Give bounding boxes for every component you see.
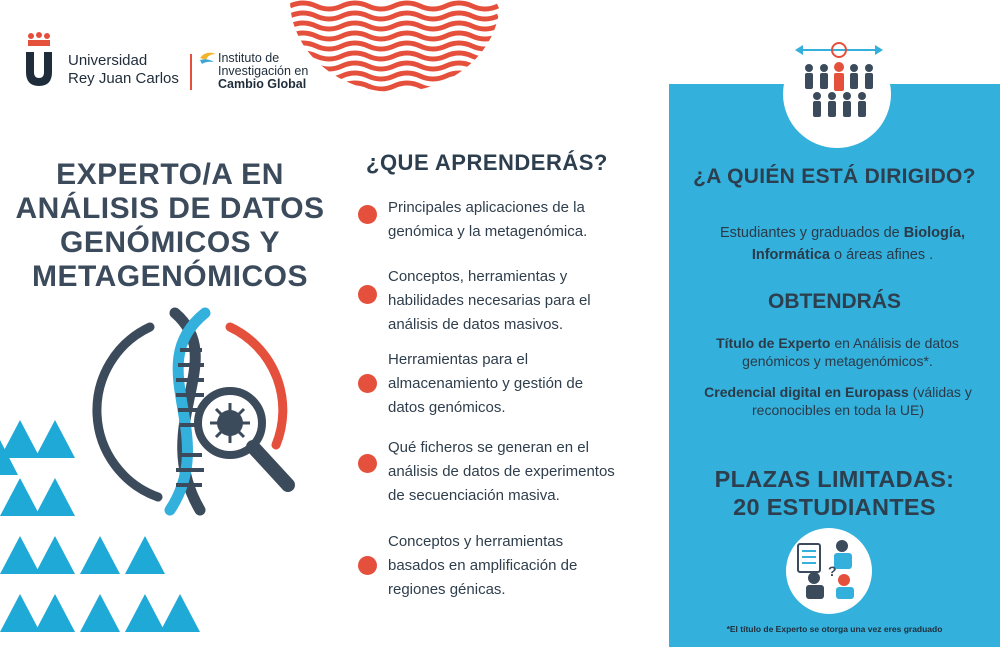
- learn-item-text: [388, 265, 658, 337]
- learn-item-line: basados en amplificación de: [388, 557, 578, 574]
- learn-item-text: [388, 436, 658, 508]
- learn-item-line: Conceptos, herramientas y: [388, 268, 568, 285]
- learn-item-line: regiones génicas.: [388, 581, 506, 598]
- bullet-dot: [358, 454, 377, 473]
- audience-bold-a: Biología,: [903, 225, 966, 241]
- learn-item-line: Conceptos y herramientas: [388, 533, 564, 550]
- audience-text-b: o áreas afines .: [830, 247, 934, 263]
- wave-pattern-icon: [290, 0, 500, 92]
- obtain-item1-text: en Análisis de datos genómicos y metagenómicos*.: [742, 335, 959, 369]
- learn-item-line: análisis de datos masivos.: [388, 316, 564, 333]
- learn-item-line: Herramientas para el: [388, 351, 529, 368]
- institute-line3: Cambio Global: [218, 77, 307, 91]
- institute-name: [218, 52, 308, 91]
- plazas-line2: 20 ESTUDIANTES: [733, 494, 936, 520]
- learn-item-text: [388, 196, 658, 244]
- page-title: [0, 158, 340, 294]
- audience-bold-b: Informática: [751, 247, 830, 263]
- urjc-logo-icon: [22, 32, 56, 88]
- learn-item-line: habilidades necesarias para el: [388, 292, 591, 309]
- plazas-heading: [669, 465, 1000, 521]
- triangle-pattern-icon: [0, 420, 200, 647]
- learn-item-line: de secuenciación masiva.: [388, 487, 560, 504]
- bullet-dot: [358, 556, 377, 575]
- plazas-line1: PLAZAS LIMITADAS:: [714, 466, 955, 492]
- title-line1: EXPERTO/A EN: [56, 158, 284, 191]
- learn-item-text: [388, 530, 658, 602]
- learn-item-line: genómica y la metagenómica.: [388, 223, 588, 240]
- obtain-heading: OBTENDRÁS: [767, 290, 901, 313]
- title-line3: GENÓMICOS Y: [60, 226, 280, 259]
- title-line2: ANÁLISIS DE DATOS: [15, 192, 325, 225]
- bullet-dot: [358, 205, 377, 224]
- study-group-icon: [794, 536, 864, 606]
- learn-item-line: análisis de datos de experimentos: [388, 463, 615, 480]
- people-target-icon: [795, 40, 883, 128]
- obtain-item2-text: (válidas y reconocibles en toda la UE): [752, 384, 972, 418]
- title-line4: METAGENÓMICOS: [32, 260, 308, 293]
- audience-text: [700, 222, 985, 266]
- institute-line2: Investigación en: [218, 64, 309, 78]
- icg-bird-logo-icon: [198, 50, 218, 68]
- obtain-item-title: [690, 334, 985, 370]
- obtain-item-credential: [688, 383, 988, 419]
- footnote: *El título de Experto se otorga una vez eres graduado: [726, 624, 943, 634]
- university-line2: Rey Juan Carlos: [68, 70, 179, 87]
- bullet-dot: [358, 285, 377, 304]
- obtain-item2-bold: Credencial digital en Europass: [704, 384, 909, 400]
- bullet-dot: [358, 374, 377, 393]
- institute-line1: Instituto de: [218, 51, 280, 65]
- obtain-item1-bold: Título de Experto: [716, 335, 831, 351]
- learn-item-line: almacenamiento y gestión de: [388, 375, 584, 392]
- learn-item-line: Qué ficheros se generan en el: [388, 439, 589, 456]
- university-name: [68, 52, 179, 88]
- learn-item-line: Principales aplicaciones de la: [388, 199, 585, 216]
- audience-heading: ¿A QUIÉN ESTÁ DIRIGIDO?: [693, 165, 976, 188]
- university-line1: Universidad: [68, 52, 148, 69]
- svg-text:?: ?: [828, 563, 837, 579]
- learn-item-text: [388, 348, 658, 420]
- learn-item-line: datos genómicos.: [388, 399, 506, 416]
- learn-heading: ¿QUE APRENDERÁS?: [366, 150, 608, 175]
- logo-divider: [190, 54, 192, 90]
- audience-text-a: Estudiantes y graduados de: [719, 225, 904, 241]
